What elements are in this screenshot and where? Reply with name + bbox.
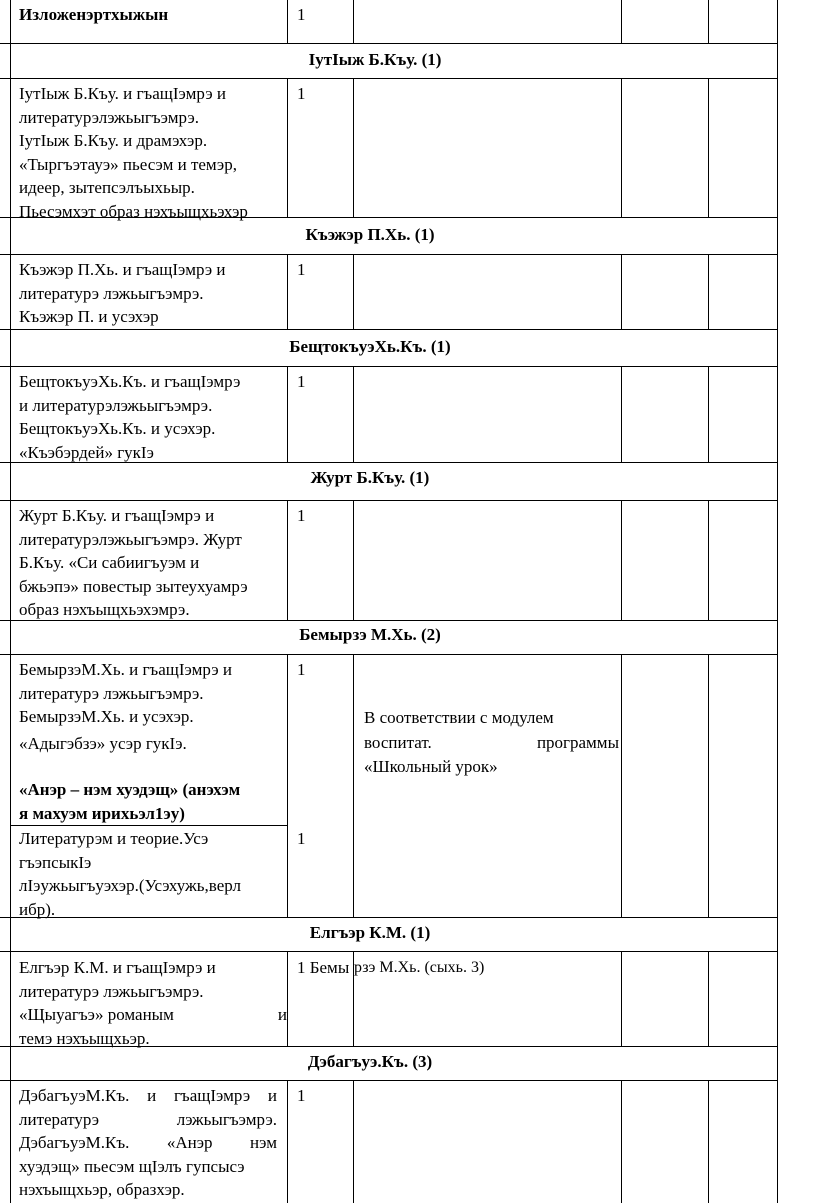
topic-cell: БещтокъуэХь.Къ. и гъащIэмрэ и литературэлэжьыгъэмрэ. БещтокъуэХь.Къ. и усэхэр. «Къэбэрдей» гукIэ (19, 372, 241, 462)
topic-cell: Литературэм и теорие.Усэ гъэпсыкIэ лIэужьыгъуэхэр.(Усэхужь,верл ибр). (19, 829, 242, 919)
edu-note-line: В соответствии с модулем (364, 708, 554, 727)
topic-cell: IутIыж Б.Къу. и гъащIэмрэ и литературэлэжьыгъэмрэ. IутIыж Б.Къу. и драмэхэр. «Тыргъэтауэ» пьесэм и темэр, идеер, зытепсэлъыхьыр. Пьесэмхэт образ нэхъыщхьэхэр (19, 84, 248, 221)
topic-cell: «Анэр – нэм хуэдэщ» (анэхэм я махуэм ирихьэл1эу) (19, 780, 241, 823)
hours-cell: 1 (297, 506, 306, 525)
section-title: БещтокъуэХь.Къ. (1) (289, 337, 451, 356)
section-title: Дэбагъуэ.Къ. (3) (307, 1052, 433, 1071)
row-line (0, 951, 778, 952)
topic-cell: БемырзэМ.Хь. и гъащIэмрэ и литературэ лэжьыгъэмрэ. БемырзэМ.Хь. и усэхэр. (19, 660, 232, 726)
row-line (0, 254, 778, 255)
section-title: Журт Б.Къу. (1) (310, 468, 430, 487)
edu-note-line: «Школьный урок» (364, 757, 498, 776)
col-divider-4 (708, 0, 709, 1203)
hours-cell: 1 Бемы (297, 958, 350, 977)
col-divider-3 (621, 0, 622, 1203)
section-title: Къэжэр П.Хь. (1) (305, 225, 435, 244)
topic-cell: «Адыгэбзэ» усэр гукIэ. (19, 734, 187, 753)
hours-cell: 1 (297, 5, 306, 24)
hours-cell: 1 (297, 660, 306, 679)
row-line (0, 366, 778, 367)
topic-cell: ДэбагъуэМ.Къ. и гъащIэмрэ и литературэ лэжьыгъэмрэ. ДэбагъуэМ.Къ. «Анэр нэм хуэдэщ» пьесэм щIэлъ гупсысэ нэхъыщхьэр, образхэр. (19, 1086, 277, 1199)
note-cell: рзэ М.Хь. (сыхь. 3) (354, 959, 485, 976)
hours-cell: 1 (297, 829, 306, 848)
row-line (0, 500, 778, 501)
col-divider-2 (353, 0, 354, 1203)
topic-cell: Къэжэр П.Хь. и гъащIэмрэ и литературэ лэжьыгъэмрэ. Къэжэр П. и усэхэр (19, 260, 226, 326)
row-line (0, 1080, 778, 1081)
hours-cell: 1 (297, 1086, 306, 1105)
row-line (0, 654, 778, 655)
topic-cell: Изложенэртхыжын (19, 5, 169, 24)
row-line (0, 78, 778, 79)
section-title: Елгъэр К.М. (1) (309, 923, 431, 942)
section-title: Бемырзэ М.Хь. (2) (299, 625, 441, 644)
right-border (777, 0, 778, 1203)
topic-cell: Журт Б.Къу. и гъащIэмрэ и литературэлэжьыгъэмрэ. Журт Б.Къу. «Си сабиигъуэм и бжьэпэ» повестыр зытеухуамрэ образ нэхъыщхьэхэмрэ. (19, 506, 248, 619)
hours-cell: 1 (297, 84, 306, 103)
edu-note-line: воспитат. программы (364, 733, 619, 752)
left-border (10, 0, 11, 1203)
col-divider-1 (287, 0, 288, 1203)
row-line (10, 825, 288, 826)
hours-cell: 1 (297, 260, 306, 279)
section-title: IутIыж Б.Къу. (1) (308, 50, 442, 69)
topic-cell: Елгъэр К.М. и гъащIэмрэ и литературэ лэжьыгъэмрэ. «Щыуагъэ» романым и темэ нэхъыщхьэр. (19, 958, 287, 1048)
hours-cell: 1 (297, 372, 306, 391)
